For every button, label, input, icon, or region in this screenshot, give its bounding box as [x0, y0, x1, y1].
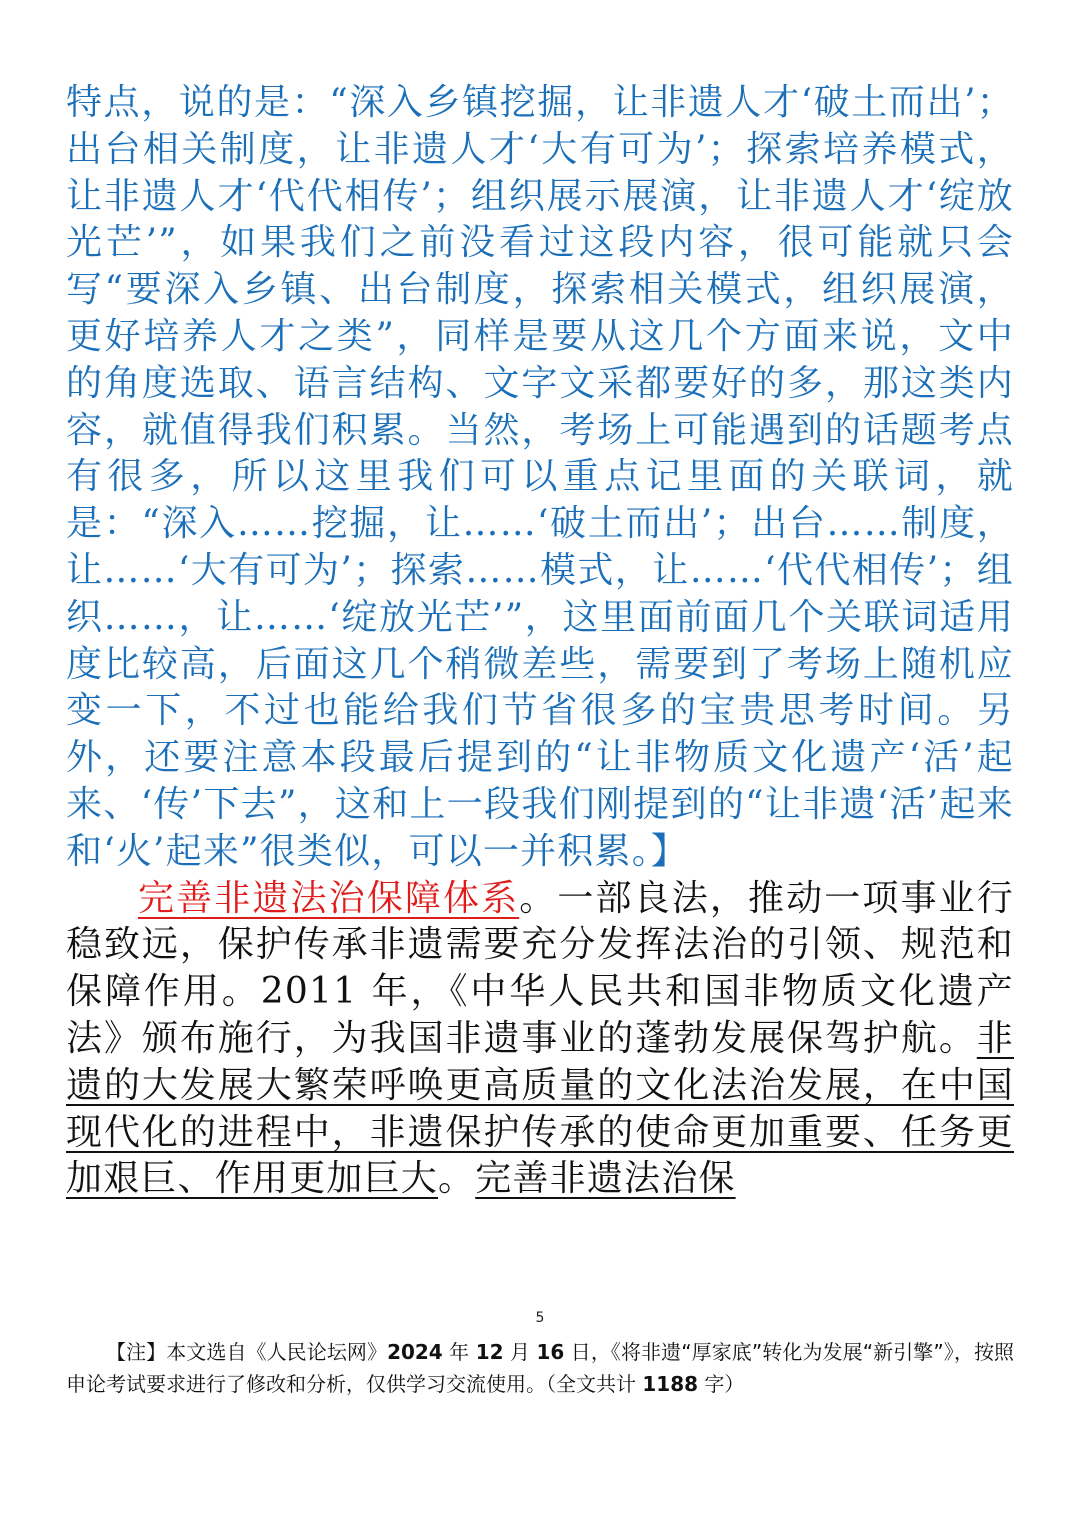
- footnote-count: 1188: [642, 1372, 699, 1396]
- paragraph-text: 一部良法，推动一项事业行稳致远，保护传承非遗需要充分发挥法治的引领、规范和保障作用。2011 年，《中华人民共和国非物质文化遗产法》颁布施行，为我国非遗事业的蓬勃发展保驾护航。: [66, 877, 1014, 1059]
- heading-period: 。: [519, 877, 558, 919]
- body-text: [66, 80, 1014, 1203]
- footnote-text-2: 年: [442, 1340, 476, 1364]
- footnote-day: 16: [536, 1340, 565, 1364]
- footnote-year: 2024: [387, 1340, 443, 1364]
- main-paragraph: [66, 876, 1014, 1204]
- analysis-block: 特点，说的是：“深入乡镇挖掘，让非遗人才‘破土而出’；出台相关制度，让非遗人才‘大有可为’；探索培养模式，让非遗人才‘代代相传’；组织展示展演，让非遗人才‘绽放光芒’”，如果我们之前没看过这段内容，很可能就只会写“要深入乡镇、出台制度，探索相关模式，组织展演，更好培养人才之类”，同样是要从这几个方面来说，文中的角度选取、语言结构、文字文采都要好的多，那这类内容，就值得我们积累。当然，考场上可能遇到的话题考点有很多，所以这里我们可以重点记里面的关联词，就是：“深入……挖掘，让……‘破土而出’；出台……制度，让……‘大有可为’；探索……模式，让……‘代代相传’；组织……，让……‘绽放光芒’”，这里面前面几个关联词适用度比较高，后面这几个稍微差些，需要到了考场上随机应变一下，不过也能给我们节省很多的宝贵思考时间。另外，还要注意本段最后提到的“让非物质文化遗产‘活’起来、‘传’下去”，这和上一段我们刚提到的“让非遗‘活’起来和‘火’起来”很类似，可以一并积累。】: [66, 82, 1014, 872]
- page-number: 5: [535, 1310, 545, 1326]
- footnote-text-4: 日，《将非遗“厚家底”转化为发展“新引擎”》，按照申论考试要求进行了修改和分析，仅供学习交流使用。（全文共计: [66, 1340, 1015, 1396]
- footnote-month: 12: [475, 1340, 504, 1364]
- underlined-continuation: 完善非遗法治保: [475, 1158, 736, 1200]
- underlined-sentence: 非遗的大发展大繁荣呼唤更高质量的文化法治发展，在中国现代化的进程中，非遗保护传承的使命更加重要、任务更加艰巨、作用更加巨大: [66, 1017, 1014, 1200]
- sentence-period: 。: [438, 1158, 476, 1200]
- footnote-text-5: 字）: [698, 1372, 745, 1396]
- footnote-text-1: 【注】本文选自《人民论坛网》: [106, 1340, 388, 1364]
- footnote: [66, 1336, 1014, 1400]
- section-heading: 完善非遗法治保障体系: [138, 877, 520, 919]
- footnote-text-3: 月: [503, 1340, 537, 1364]
